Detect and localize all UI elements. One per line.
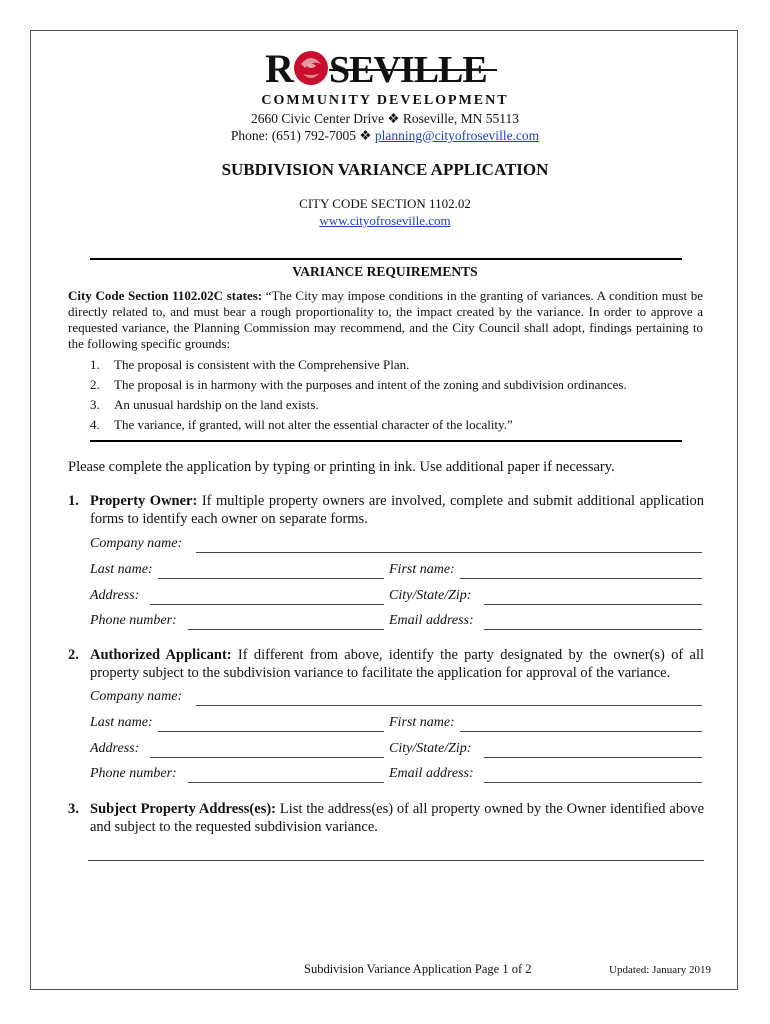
city-code: CITY CODE SECTION 1102.02 <box>299 196 471 211</box>
svg-text:R: R <box>265 46 294 91</box>
divider-bottom <box>90 440 682 442</box>
svg-text:SEVILLE: SEVILLE <box>329 49 487 91</box>
requirements-list <box>90 357 690 437</box>
owner-last-name-field[interactable] <box>158 578 384 579</box>
owner-company-field[interactable] <box>196 552 702 553</box>
owner-city-field[interactable] <box>484 604 702 605</box>
first-name-label: First name: <box>389 715 455 730</box>
owner-phone-field[interactable] <box>188 629 384 630</box>
owner-first-name-field[interactable] <box>460 578 702 579</box>
list-item: 1. The proposal is consistent with the Comprehensive Plan. <box>90 357 410 372</box>
requirements-heading: VARIANCE REQUIREMENTS <box>292 264 478 279</box>
website-link[interactable] <box>0 213 770 229</box>
roseville-logo <box>0 44 770 94</box>
section-subject-property: 3. Subject Property Address(es): List the address(es) of all property owned by the Owner identified above and subject to the requested subdivision variance. <box>68 801 705 835</box>
requirements-intro-text: “The City may impose conditions in the granting of variances. A condition must be directly related to, and must bear a rough proportionality to, the impact created by the variance. In order to approve a requested variance, the Planning Commission may recommend, and the City Council shall adopt, findings pertaining to the following specific grounds: <box>68 288 703 351</box>
section-title: Authorized Applicant: <box>90 647 232 663</box>
company-name-label: Company name: <box>90 536 183 551</box>
requirements-intro-bold: City Code Section 1102.02C states: <box>68 288 263 303</box>
section-authorized-applicant: 2. Authorized Applicant: If different from above, identify the party designated by the owner(s) of all property subject to the subdivision variance to facilitate the application for approval of the variance. <box>68 647 705 681</box>
email-address-label: Email address: <box>389 766 474 781</box>
applicant-address-row <box>0 741 770 761</box>
subject-property-field[interactable] <box>88 860 704 861</box>
contact-line <box>0 128 770 144</box>
address-line: 2660 Civic Center Drive ❖ Roseville, MN 55113 <box>250 111 520 126</box>
phone-number-label: Phone number: <box>90 613 177 628</box>
updated-date: Updated: January 2019 <box>609 964 712 976</box>
applicant-phone-field[interactable] <box>188 782 384 783</box>
list-item: 3. An unusual hardship on the land exists. <box>90 397 319 412</box>
owner-email-field[interactable] <box>484 629 702 630</box>
email-link[interactable]: planning@cityofroseville.com <box>374 128 540 143</box>
phone-text: Phone: (651) 792-7005 ❖ <box>230 128 375 143</box>
owner-address-field[interactable] <box>150 604 384 605</box>
section-title: Subject Property Address(es): <box>90 801 276 817</box>
divider-top <box>90 258 682 260</box>
applicant-last-name-field[interactable] <box>158 731 384 732</box>
website-link-text[interactable]: www.cityofroseville.com <box>319 213 451 228</box>
page-title: SUBDIVISION VARIANCE APPLICATION <box>221 160 549 179</box>
last-name-label: Last name: <box>90 562 153 577</box>
owner-name-row <box>0 562 770 582</box>
city-state-zip-label: City/State/Zip: <box>389 741 472 756</box>
list-item: 2. The proposal is in harmony with the purposes and intent of the zoning and subdivision ordinances. <box>90 377 627 392</box>
applicant-company-row <box>0 689 770 709</box>
owner-address-row <box>0 588 770 608</box>
owner-company-row <box>0 536 770 556</box>
requirements-intro <box>68 288 703 352</box>
section-property-owner: 1. Property Owner: If multiple property owners are involved, complete and submit additional application forms to identify each owner on separate forms. <box>68 493 704 527</box>
rose-icon <box>294 51 328 85</box>
applicant-city-field[interactable] <box>484 757 702 758</box>
first-name-label: First name: <box>389 562 455 577</box>
applicant-address-field[interactable] <box>150 757 384 758</box>
department-name: COMMUNITY DEVELOPMENT <box>261 93 509 108</box>
page-footer: Subdivision Variance Application Page 1 of 2 <box>304 962 532 976</box>
owner-phone-row <box>0 613 770 633</box>
applicant-phone-row <box>0 766 770 786</box>
applicant-first-name-field[interactable] <box>460 731 702 732</box>
company-name-label: Company name: <box>90 689 183 704</box>
applicant-company-field[interactable] <box>196 705 702 706</box>
section-title: Property Owner: <box>90 493 198 509</box>
address-label: Address: <box>90 588 140 603</box>
email-address-label: Email address: <box>389 613 474 628</box>
applicant-name-row <box>0 715 770 735</box>
phone-number-label: Phone number: <box>90 766 177 781</box>
applicant-email-field[interactable] <box>484 782 702 783</box>
last-name-label: Last name: <box>90 715 153 730</box>
instructions: Please complete the application by typing or printing in ink. Use additional paper if necessary. <box>68 459 615 475</box>
address-label: Address: <box>90 741 140 756</box>
city-state-zip-label: City/State/Zip: <box>389 588 472 603</box>
list-item: 4. The variance, if granted, will not alter the essential character of the locality.” <box>90 417 513 432</box>
